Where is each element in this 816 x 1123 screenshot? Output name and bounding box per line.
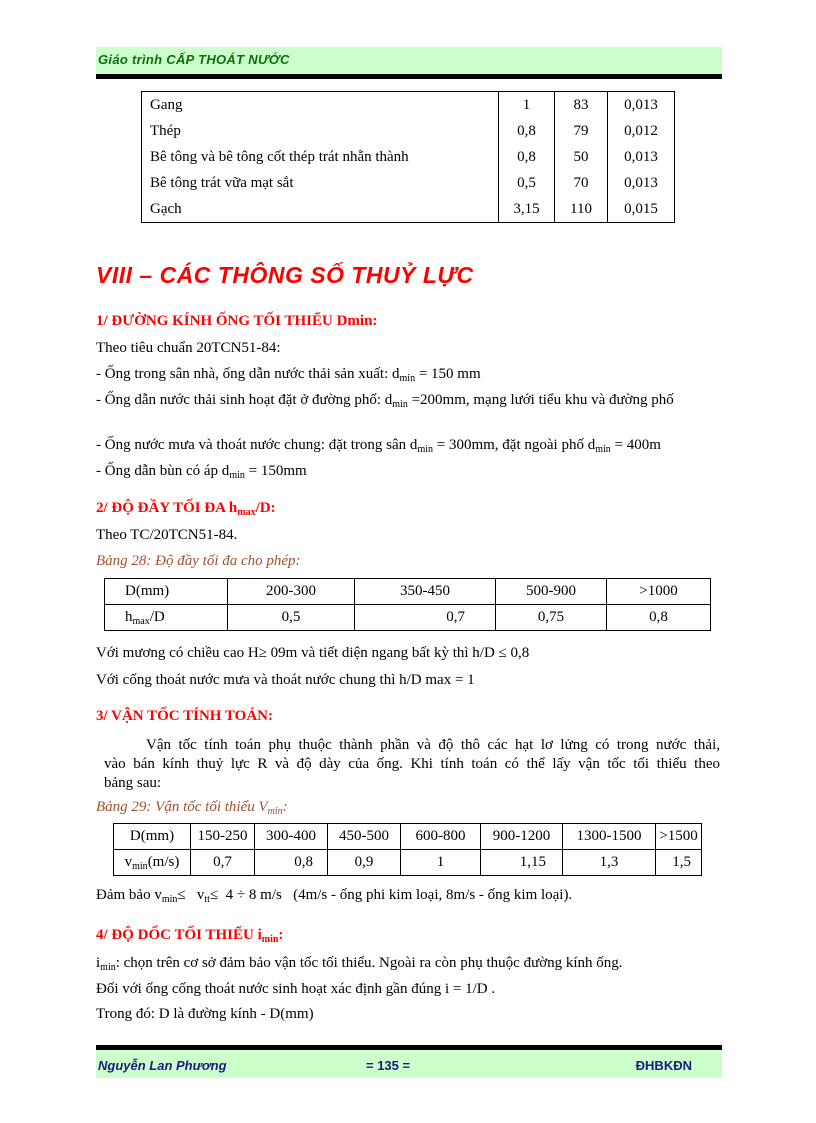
s4-line-3: Trong đó: D là đường kính - D(mm) [96, 1006, 314, 1022]
table-row [105, 579, 711, 605]
table-row [142, 196, 675, 223]
section-title: VIII – CÁC THÔNG SỐ THUỶ LỰC [96, 262, 474, 288]
s4-line-1: $i_{min}$: chọn trên cơ sở đảm bảo vận tốc tối thiểu. Ngoài ra còn phụ thuộc đường kính ống. [96, 955, 623, 973]
table-row [114, 824, 702, 850]
value-cell: 0,013 [608, 92, 675, 119]
s2-intro: Theo TC/20TCN51-84. [96, 527, 238, 543]
table-cell: 300-400 [255, 824, 328, 850]
table-cell: 1,5 [656, 850, 702, 876]
table-row [105, 605, 711, 631]
material-cell: Bê tông trát vữa mạt sắt [142, 170, 499, 196]
table-cell: 600-800 [401, 824, 481, 850]
row-label: D(mm) [105, 579, 228, 605]
table-cell: 450-500 [328, 824, 401, 850]
s3-para-line-2: vào bán kính thuỷ lực R và độ dày của ống. Khi tính toán có thể lấy vận tốc tối thiểu theo [104, 756, 720, 772]
table-cell: 1 [401, 850, 481, 876]
footer-organization: ĐHBKĐN [635, 1058, 692, 1073]
table-cell: 0,8 [255, 850, 328, 876]
table-cell: 0,9 [328, 850, 401, 876]
s3-para-line-3: bảng sau: [104, 775, 162, 791]
table-cell: 150-250 [191, 824, 255, 850]
table-cell: 200-300 [228, 579, 355, 605]
material-cell: Bê tông và bê tông cốt thép trát nhẵn thành [142, 144, 499, 170]
value-cell: 0,5 [499, 170, 555, 196]
row-label: D(mm) [114, 824, 191, 850]
value-cell: 110 [555, 196, 608, 223]
s2-note-2: Với cống thoát nước mưa và thoát nước chung thì h/D max = 1 [96, 672, 475, 688]
table-cell: 0,8 [607, 605, 711, 631]
value-cell: 83 [555, 92, 608, 119]
s1-bullet-1: - Ống trong sân nhà, ống dẫn nước thải sản xuất: $d_{min} = 150$ mm [96, 366, 481, 384]
table-row [142, 118, 675, 144]
table-cell: >1500 [656, 824, 702, 850]
footer-page-number: = 135 = [366, 1058, 411, 1073]
table-cell: 0,7 [355, 605, 496, 631]
row-label: $v_{min}(m/s)$ [114, 850, 191, 876]
value-cell: 79 [555, 118, 608, 144]
value-cell: 50 [555, 144, 608, 170]
value-cell: 70 [555, 170, 608, 196]
s1-intro: Theo tiêu chuẩn 20TCN51-84: [96, 340, 281, 356]
value-cell: 0,015 [608, 196, 675, 223]
table-cell: 1,3 [563, 850, 656, 876]
table-cell: 1300-1500 [563, 824, 656, 850]
s1-bullet-2: - Ống dẫn nước thải sinh hoạt đặt ở đường phố: $d_{min} =200mm$, mạng lưới tiểu khu và đường phố [96, 392, 674, 410]
s3-para-line-1: Vận tốc tính toán phụ thuộc thành phần và độ thô các hạt lơ lửng có trong nước thải, [146, 737, 720, 753]
table-cell: 350-450 [355, 579, 496, 605]
table-cell: 0,7 [191, 850, 255, 876]
value-cell: 0,013 [608, 144, 675, 170]
header-title: Giáo trình CẤP THOÁT NƯỚC [98, 52, 290, 67]
page-header [96, 47, 722, 79]
s1-bullet-3: - Ống nước mưa và thoát nước chung: đặt trong sân $d_{min} = 300mm$, đặt ngoài phố $d_{min} = 400m$ [96, 437, 661, 455]
material-cell: Thép [142, 118, 499, 144]
footer-author: Nguyễn Lan Phương [98, 1058, 227, 1073]
value-cell: 0,012 [608, 118, 675, 144]
table-cell: >1000 [607, 579, 711, 605]
page-footer [96, 1045, 722, 1078]
s2-note-1: Với mương có chiều cao H≥ 09m và tiết diện ngang bất kỳ thì h/D ≤ 0,8 [96, 645, 530, 661]
table-row [142, 170, 675, 196]
roughness-table [141, 91, 675, 223]
table-29-caption: Bảng 29: Vận tốc tối thiểu $V_{min}$: [96, 799, 288, 817]
table-row [114, 850, 702, 876]
value-cell: 1 [499, 92, 555, 119]
table-28-caption: Bảng 28: Độ đầy tối đa cho phép: [96, 553, 301, 569]
material-cell: Gang [142, 92, 499, 119]
table-cell: 500-900 [496, 579, 607, 605]
s1-bullet-4: - Ống dẫn bùn có áp $d_{min} = 150mm$ [96, 463, 307, 481]
value-cell: 0,013 [608, 170, 675, 196]
heading-max-fill: 2/ ĐỘ ĐẦY TỐI ĐA $h_{max}/D$: [96, 500, 276, 518]
table-cell: 0,75 [496, 605, 607, 631]
heading-min-diameter: 1/ ĐƯỜNG KÍNH ỐNG TỐI THIỂU Dmin: [96, 313, 378, 329]
table-cell: 900-1200 [481, 824, 563, 850]
value-cell: 0,8 [499, 144, 555, 170]
row-label: $h_{max}/D$ [105, 605, 228, 631]
min-velocity-table [113, 823, 702, 876]
table-cell: 1,15 [481, 850, 563, 876]
value-cell: 3,15 [499, 196, 555, 223]
s3-note: Đảm bảo $v_{min}\le v_{tt}\le 4 \div 8$ m/s (4m/s - ống phi kim loại, 8m/s - ống kim loại). [96, 887, 573, 905]
heading-design-velocity: 3/ VẬN TỐC TÍNH TOÁN: [96, 708, 273, 724]
table-row [142, 144, 675, 170]
table-cell: 0,5 [228, 605, 355, 631]
table-row [142, 92, 675, 119]
s4-line-2: Đối với ống cống thoát nước sinh hoạt xác định gần đúng i = 1/D . [96, 981, 496, 997]
heading-min-slope: 4/ ĐỘ DỐC TỐI THIỂU $i_{min}$: [96, 927, 284, 945]
value-cell: 0,8 [499, 118, 555, 144]
max-fill-table [104, 578, 711, 631]
material-cell: Gạch [142, 196, 499, 223]
